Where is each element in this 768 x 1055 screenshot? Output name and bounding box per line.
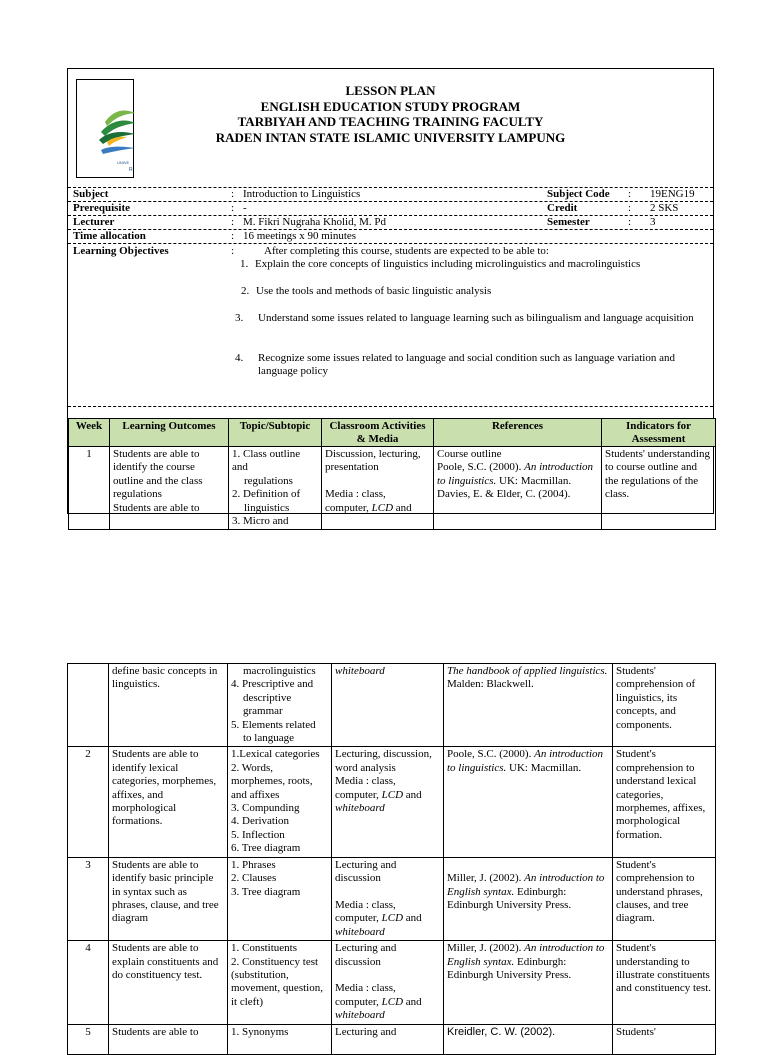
references-cell (444, 941, 613, 1024)
references-cell (444, 747, 613, 857)
subject-label: Subject (73, 188, 109, 200)
subject-code-label: Subject Code (547, 188, 610, 200)
objective-number: 4. (235, 352, 244, 364)
week-cell: 4 (68, 941, 109, 1024)
activity-text: LCD (371, 501, 394, 514)
topic-text: 2. Words, morphemes, roots, and affixes (231, 761, 313, 801)
objective-item (240, 258, 708, 271)
semester-value: 3 (650, 216, 656, 228)
objective-text: Recognize some issues related to language and social condition such as language variation and language policy (258, 352, 675, 377)
week-cell: 1 (69, 447, 110, 530)
colon: : (231, 188, 235, 200)
activity-text: LCD (381, 912, 404, 925)
topic-text: 3. Micro and (232, 515, 289, 528)
table-row (68, 1024, 716, 1054)
objective-text: Understand some issues related to language learning such as bilingualism and language acquisition (258, 312, 694, 324)
subject-code-value: 19ENG19 (650, 188, 695, 200)
objective-item (240, 285, 708, 298)
reference-text: Poole, S.C. (2000). (447, 748, 532, 761)
objective-text: Use the tools and methods of basic linguistic analysis (256, 285, 492, 297)
reference-title: An introduction to linguistics. (437, 461, 594, 487)
activities-cell (322, 447, 434, 530)
objective-item (235, 352, 708, 378)
document-titles (68, 83, 713, 145)
svg-text:UNIVE: UNIVE (117, 160, 130, 165)
week-cell: 5 (68, 1024, 109, 1054)
topic-text: linguistics (244, 501, 290, 514)
prerequisite-label: Prerequisite (73, 202, 131, 214)
activity-text: Media : class, computer, (335, 775, 396, 801)
table-row (68, 664, 716, 747)
table-row (68, 857, 716, 940)
reference-text: Edinburgh: Edinburgh University Press. (447, 955, 572, 981)
topic-text: grammar (243, 705, 283, 718)
activity-text: whiteboard (335, 1009, 385, 1022)
activities-cell: whiteboard (332, 664, 444, 747)
lecturer-label: Lecturer (73, 216, 115, 228)
topics-cell (228, 664, 332, 747)
activity-text: whiteboard (335, 925, 385, 938)
info-row-lecturer (68, 215, 713, 230)
topic-text: 1.Lexical categories (231, 748, 320, 761)
outcomes-cell: Students are able to identify basic principle in syntax such as phrases, clause, and tree diagram (109, 857, 228, 940)
indicators-cell: Students' comprehension of linguistics, its concepts, and components. (613, 664, 716, 747)
references-cell: Kreidler, C. W. (2002). (444, 1024, 613, 1054)
reference-text: UK: Macmillan. (509, 761, 582, 774)
title-program: ENGLISH EDUCATION STUDY PROGRAM (260, 98, 521, 114)
reference-title: The handbook of applied linguistics. (447, 665, 608, 677)
activity-text: Discussion, lecturing, presentation (325, 448, 421, 474)
header-activities: Classroom Activities & Media (322, 419, 434, 447)
reference-text: Edinburgh: Edinburgh University Press. (447, 885, 572, 911)
topic-text: 5. Elements related (231, 718, 316, 731)
table-row (69, 447, 716, 530)
topics-cell (228, 747, 332, 857)
lecturer-value: M. Fikri Nugraha Kholid, M. Pd (243, 216, 386, 228)
subject-value: Introduction to Linguistics (243, 188, 361, 200)
topic-text: 1. Class outline and (232, 448, 301, 474)
title-faculty: TARBIYAH AND TEACHING TRAINING FACULTY (237, 114, 544, 129)
activity-text: Lecturing and discussion (335, 942, 397, 968)
topic-text: macrolinguistics (243, 665, 316, 677)
reference-text: Course outline (437, 448, 502, 460)
semester-label: Semester (547, 216, 590, 228)
references-cell (444, 664, 613, 747)
activity-text: Lecturing and discussion (335, 858, 397, 885)
svg-text:R: R (129, 167, 133, 173)
activity-text: and (405, 912, 422, 925)
topic-text: 2. Definition of (232, 488, 301, 501)
colon: : (231, 202, 235, 214)
indicators-cell: Student's understanding to illustrate constituents and constituency test. (613, 941, 716, 1024)
topic-text: 2. Clauses (231, 872, 277, 885)
topic-text: to language (243, 732, 295, 745)
lesson-plan-page-1 (67, 68, 714, 528)
topic-text: 6. Tree diagram (231, 842, 301, 855)
activity-text: whiteboard (335, 802, 385, 815)
outcomes-cell: Students are able to (109, 1024, 228, 1054)
topics-cell (228, 857, 332, 940)
header-references: References (434, 419, 602, 447)
activity-text: LCD (381, 995, 404, 1008)
credit-value: 2 SKS (650, 202, 679, 214)
week-cell: 3 (68, 857, 109, 940)
time-allocation-label: Time allocation (73, 230, 146, 242)
reference-text: Malden: Blackwell. (447, 678, 534, 691)
indicators-cell: Students' (613, 1024, 716, 1054)
objective-item (235, 312, 708, 325)
objective-number: 2. (241, 285, 250, 297)
reference-text: UK: Macmillan. (499, 474, 572, 487)
activities-cell (332, 857, 444, 940)
topic-text: 3. Tree diagram (231, 885, 301, 898)
activities-cell: Lecturing and (332, 1024, 444, 1054)
table-header-row (69, 419, 716, 447)
indicators-cell: Student's comprehension to understand phrases, clauses, and tree diagram. (613, 857, 716, 940)
header-week: Week (69, 419, 110, 447)
header-indicators: Indicators for Assessment (602, 419, 716, 447)
activity-text: LCD (381, 788, 404, 801)
activity-text: and (395, 501, 412, 514)
activities-cell (332, 747, 444, 857)
objective-number: 3. (235, 312, 244, 324)
topics-cell: 1. Synonyms (228, 1024, 332, 1054)
reference-text: Davies, E. & Elder, C. (2004). (437, 488, 571, 501)
topics-cell (228, 941, 332, 1024)
topic-text: 3. Compunding (231, 802, 300, 815)
reference-title: An introduction to English syntax. (447, 872, 605, 898)
outcomes-cell: Students are able to explain constituents and do constituency test. (109, 941, 228, 1024)
colon: : (231, 216, 235, 228)
schedule-table-page-1 (68, 418, 716, 530)
title-university: RADEN INTAN STATE ISLAMIC UNIVERSITY LAMPUNG (215, 129, 566, 145)
info-row-prerequisite (68, 201, 713, 216)
reference-title: An introduction to English syntax. (447, 942, 605, 968)
header-learning-outcomes: Learning Outcomes (110, 419, 229, 447)
activity-text: and (405, 995, 422, 1008)
reference-text: Miller, J. (2002). (447, 942, 522, 955)
activity-text: Lecturing, discussion, word analysis (335, 748, 432, 774)
colon: : (628, 202, 632, 214)
topic-text: 1. Constituents (231, 942, 298, 955)
references-cell (434, 447, 602, 530)
topic-text: 4. Prescriptive and (231, 678, 314, 691)
topic-text: 5. Inflection (231, 828, 285, 841)
outcome-text: Students are able to (113, 501, 200, 514)
info-row-time (68, 229, 713, 244)
info-row-subject (68, 187, 713, 202)
topic-text: descriptive (243, 691, 292, 704)
indicators-cell: Students' understanding to course outline and the regulations of the class. (602, 447, 716, 530)
credit-label: Credit (547, 202, 578, 214)
colon: : (231, 230, 235, 242)
title-lesson-plan: LESSON PLAN (345, 83, 436, 98)
learning-objectives-label: Learning Objectives (73, 245, 169, 257)
objective-number: 1. (240, 258, 249, 270)
colon: : (231, 245, 235, 257)
table-row (68, 747, 716, 857)
colon: : (628, 216, 632, 228)
prerequisite-value: - (243, 202, 247, 214)
table-row (68, 941, 716, 1024)
objective-text: Explain the core concepts of linguistics including microlinguistics and macrolinguistics (255, 258, 641, 270)
topic-text: 2. Constituency test (substitution, movement, question, it cleft) (231, 955, 323, 1008)
reference-text: Poole, S.C. (2000). (437, 461, 522, 474)
activity-text: Media : class, computer, (335, 982, 396, 1008)
week-cell (68, 664, 109, 747)
header-topic: Topic/Subtopic (229, 419, 322, 447)
references-cell (444, 857, 613, 940)
topic-text: 1. Phrases (231, 858, 276, 871)
indicators-cell: Student's comprehension to understand lexical categories, morphemes, affixes, morphological formation. (613, 747, 716, 857)
reference-title: An introduction to linguistics. (447, 748, 604, 774)
learning-objectives (68, 243, 713, 407)
week-cell: 2 (68, 747, 109, 857)
outcomes-cell: Students are able to identify lexical categories, morphemes, affixes, and morphological formations. (109, 747, 228, 857)
reference-text: Miller, J. (2002). (447, 872, 522, 885)
activity-text: and (405, 788, 422, 801)
time-allocation-value: 16 meetings x 90 minutes (243, 230, 357, 242)
activities-cell (332, 941, 444, 1024)
outcome-text: Students are able to identify the course outline and the class regulations (113, 448, 203, 501)
objectives-intro: After completing this course, students are expected to be able to: (264, 245, 549, 257)
activity-text: Media : class, computer, (325, 488, 386, 514)
activity-text: Media : class, computer, (335, 898, 396, 925)
outcomes-cell (110, 447, 229, 530)
topic-text: 4. Derivation (231, 815, 290, 828)
topics-cell (229, 447, 322, 530)
colon: : (628, 188, 632, 200)
outcomes-cell: define basic concepts in linguistics. (109, 664, 228, 747)
topic-text: regulations (244, 474, 293, 487)
schedule-table-page-2 (67, 663, 716, 1055)
